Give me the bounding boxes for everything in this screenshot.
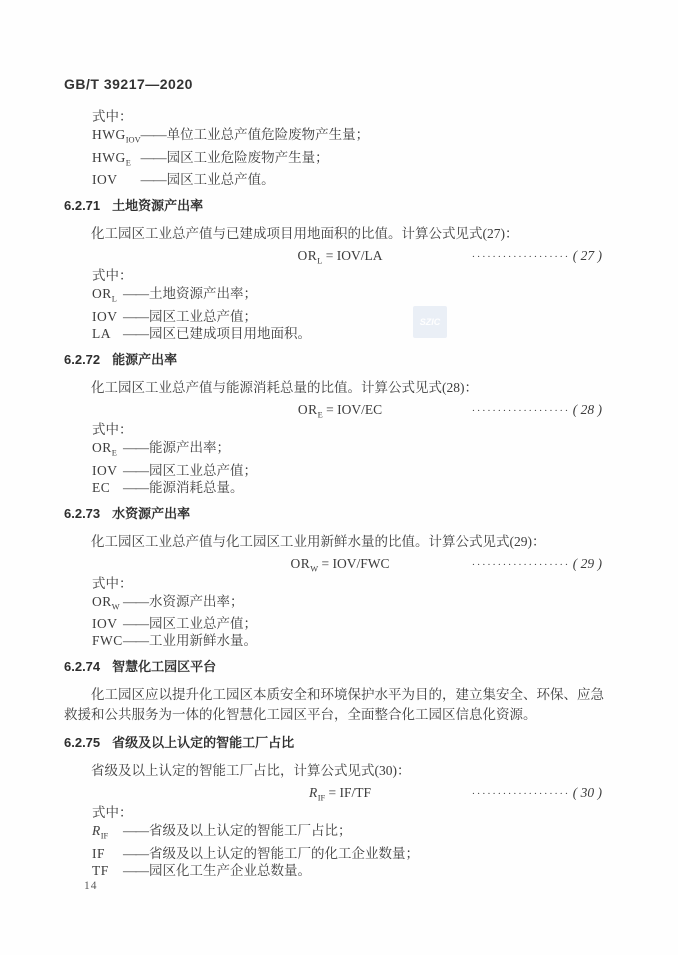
definition-list bbox=[92, 285, 616, 342]
definition-dash: —— bbox=[123, 309, 149, 325]
definition-description: 水资源产出率； bbox=[149, 593, 244, 609]
definition-row bbox=[92, 479, 616, 496]
definition-list bbox=[92, 593, 616, 650]
term-text: OR bbox=[92, 593, 112, 609]
definition-row bbox=[92, 632, 616, 649]
equation-number: ( 27 ) bbox=[572, 248, 602, 264]
term-text: IOV bbox=[92, 309, 118, 325]
equation-reference bbox=[472, 246, 602, 267]
definition-row bbox=[92, 462, 616, 479]
definition-row bbox=[92, 862, 616, 879]
paragraph: 化工园区工业总产值与已建成项目用地面积的比值。计算公式见式(27)： bbox=[91, 226, 519, 242]
definition-term bbox=[92, 308, 123, 325]
equation-reference bbox=[472, 783, 602, 804]
definition-dash: —— bbox=[123, 616, 149, 632]
definition-dash: —— bbox=[123, 326, 149, 342]
definition-row bbox=[92, 593, 616, 616]
definition-dash: —— bbox=[123, 846, 149, 862]
definition-row bbox=[92, 126, 616, 149]
definition-description: 园区工业总产值； bbox=[149, 462, 258, 478]
paragraph: 化工园区工业总产值与能源消耗总量的比值。计算公式见式(28)： bbox=[91, 380, 478, 396]
definition-term bbox=[92, 285, 123, 308]
where-label: 式中： bbox=[92, 805, 133, 821]
definition-dash: —— bbox=[123, 823, 149, 839]
section-number: 6.2.74 bbox=[64, 659, 101, 675]
formula-subscript: W bbox=[310, 564, 319, 574]
definition-row bbox=[92, 845, 616, 862]
definition-list bbox=[92, 126, 616, 188]
section-title: 土地资源产出率 bbox=[112, 198, 204, 214]
definition-term bbox=[92, 632, 123, 649]
definition-row bbox=[92, 439, 616, 462]
definition-description: 省级及以上认定的智能工厂的化工企业数量； bbox=[149, 846, 420, 862]
dotted-leader: ··················· bbox=[471, 558, 570, 571]
dotted-leader: ··················· bbox=[471, 251, 570, 264]
definition-dash: —— bbox=[123, 593, 149, 609]
definition-dash: —— bbox=[140, 172, 166, 188]
section-heading bbox=[64, 735, 616, 751]
section-number: 6.2.75 bbox=[64, 735, 101, 751]
definition-term bbox=[92, 126, 141, 149]
definition-row bbox=[92, 171, 616, 188]
section-title: 智慧化工园区平台 bbox=[112, 659, 217, 675]
equation-number: ( 29 ) bbox=[572, 555, 602, 571]
paragraph: 化工园区应以提升化工园区本质安全和环境保护水平为目的，建立集安全、环保、应急救援和公共服务为一体的化智慧化工园区平台，全面整合化工园区信息化资源。 bbox=[64, 687, 604, 723]
definition-term bbox=[92, 822, 123, 845]
definition-dash: —— bbox=[140, 127, 166, 142]
section-title: 水资源产出率 bbox=[112, 505, 191, 521]
equation-reference bbox=[472, 400, 602, 421]
formula-row bbox=[64, 400, 616, 419]
term-subscript: E bbox=[111, 448, 117, 458]
definition-term bbox=[92, 593, 123, 616]
term-text: IOV bbox=[92, 172, 118, 188]
section-number: 6.2.72 bbox=[64, 352, 101, 368]
term-subscript: IOV bbox=[125, 135, 141, 145]
definition-description: 工业用新鲜水量。 bbox=[149, 633, 258, 649]
term-text: EC bbox=[92, 479, 111, 495]
term-text: OR bbox=[92, 286, 112, 302]
definition-row bbox=[92, 325, 616, 342]
formula-subscript: E bbox=[317, 410, 323, 420]
sac-watermark: SZIC bbox=[413, 306, 447, 338]
term-text: IF bbox=[92, 846, 106, 862]
section-heading bbox=[64, 198, 616, 214]
standard-number: GB/T 39217—2020 bbox=[64, 76, 193, 92]
where-label: 式中： bbox=[92, 268, 133, 284]
equation-number: ( 28 ) bbox=[572, 402, 602, 418]
section-heading bbox=[64, 659, 616, 675]
term-text: IOV bbox=[92, 616, 118, 632]
definition-term bbox=[92, 862, 123, 879]
section-number: 6.2.73 bbox=[64, 505, 101, 521]
dotted-leader: ··················· bbox=[471, 405, 570, 418]
formula-expression: = IOV/EC bbox=[322, 402, 383, 418]
where-label: 式中： bbox=[92, 109, 133, 124]
section-heading bbox=[64, 506, 616, 522]
formula-variable: R bbox=[308, 785, 318, 801]
definition-dash: —— bbox=[123, 479, 149, 495]
term-subscript: IF bbox=[100, 832, 109, 842]
definition-list bbox=[92, 439, 616, 496]
formula-expression: = IOV/LA bbox=[322, 248, 383, 264]
definition-term bbox=[92, 439, 123, 462]
content bbox=[64, 106, 616, 879]
formula-row bbox=[64, 246, 616, 265]
term-subscript: W bbox=[111, 602, 120, 612]
definition-term bbox=[92, 325, 123, 342]
dotted-leader: ··················· bbox=[471, 788, 570, 801]
equation-reference bbox=[472, 554, 602, 575]
definition-row bbox=[92, 149, 616, 172]
formula-variable: OR bbox=[297, 248, 318, 264]
term-text: FWC bbox=[92, 633, 123, 649]
definition-term bbox=[92, 845, 123, 862]
definition-description: 土地资源产出率； bbox=[149, 286, 258, 302]
where-label: 式中： bbox=[92, 422, 133, 438]
term-text: LA bbox=[92, 326, 111, 342]
section-title: 能源产出率 bbox=[112, 352, 178, 368]
definition-dash: —— bbox=[140, 149, 166, 165]
section-title: 省级及以上认定的智能工厂占比 bbox=[112, 735, 295, 751]
definition-dash: —— bbox=[123, 863, 149, 879]
formula-subscript: IF bbox=[317, 794, 326, 804]
formula-variable: OR bbox=[297, 402, 318, 418]
definition-description: 单位工业总产值危险废物产生量； bbox=[166, 127, 370, 142]
paragraph: 省级及以上认定的智能工厂占比，计算公式见式(30)： bbox=[91, 763, 411, 779]
definition-dash: —— bbox=[123, 440, 149, 456]
definition-description: 园区工业总产值。 bbox=[166, 172, 275, 188]
formula-variable: OR bbox=[290, 555, 311, 571]
section-number: 6.2.71 bbox=[64, 198, 101, 214]
definition-dash: —— bbox=[123, 286, 149, 302]
definition-term bbox=[92, 149, 141, 172]
term-subscript: L bbox=[111, 295, 117, 305]
paragraph: 化工园区工业总产值与化工园区工业用新鲜水量的比值。计算公式见式(29)： bbox=[91, 533, 546, 549]
definition-description: 园区工业危险废物产生量； bbox=[166, 149, 329, 165]
term-text: IOV bbox=[92, 462, 118, 478]
definition-term bbox=[92, 615, 123, 632]
definition-description: 能源消耗总量。 bbox=[149, 479, 244, 495]
term-text: R bbox=[92, 823, 101, 839]
definition-term bbox=[92, 479, 123, 496]
definition-dash: —— bbox=[123, 633, 149, 649]
definition-description: 园区工业总产值； bbox=[149, 616, 258, 632]
formula-row bbox=[64, 783, 616, 802]
definition-description: 省级及以上认定的智能工厂占比； bbox=[149, 823, 352, 839]
definition-dash: —— bbox=[123, 462, 149, 478]
formula-row bbox=[64, 554, 616, 573]
definition-row bbox=[92, 822, 616, 845]
definition-row bbox=[92, 285, 616, 308]
definition-term bbox=[92, 171, 141, 188]
term-text: TF bbox=[92, 863, 109, 879]
term-text: HWG bbox=[92, 127, 126, 142]
page-number: 14 bbox=[84, 880, 98, 892]
formula-expression: = IOV/FWC bbox=[318, 555, 390, 571]
term-subscript: E bbox=[125, 158, 131, 168]
definition-row bbox=[92, 308, 616, 325]
definition-term bbox=[92, 462, 123, 479]
where-label: 式中： bbox=[92, 575, 133, 591]
definition-description: 园区化工生产企业总数量。 bbox=[149, 863, 312, 879]
term-text: OR bbox=[92, 440, 112, 456]
formula-subscript: L bbox=[317, 257, 323, 267]
definition-list bbox=[92, 822, 616, 879]
definition-description: 能源产出率； bbox=[149, 440, 231, 456]
term-text: HWG bbox=[92, 149, 126, 165]
section-heading bbox=[64, 352, 616, 368]
definition-row bbox=[92, 615, 616, 632]
formula-expression: = IF/TF bbox=[325, 785, 372, 801]
definition-description: 园区已建成项目用地面积。 bbox=[149, 326, 312, 342]
definition-description: 园区工业总产值； bbox=[149, 309, 258, 325]
equation-number: ( 30 ) bbox=[572, 785, 602, 801]
